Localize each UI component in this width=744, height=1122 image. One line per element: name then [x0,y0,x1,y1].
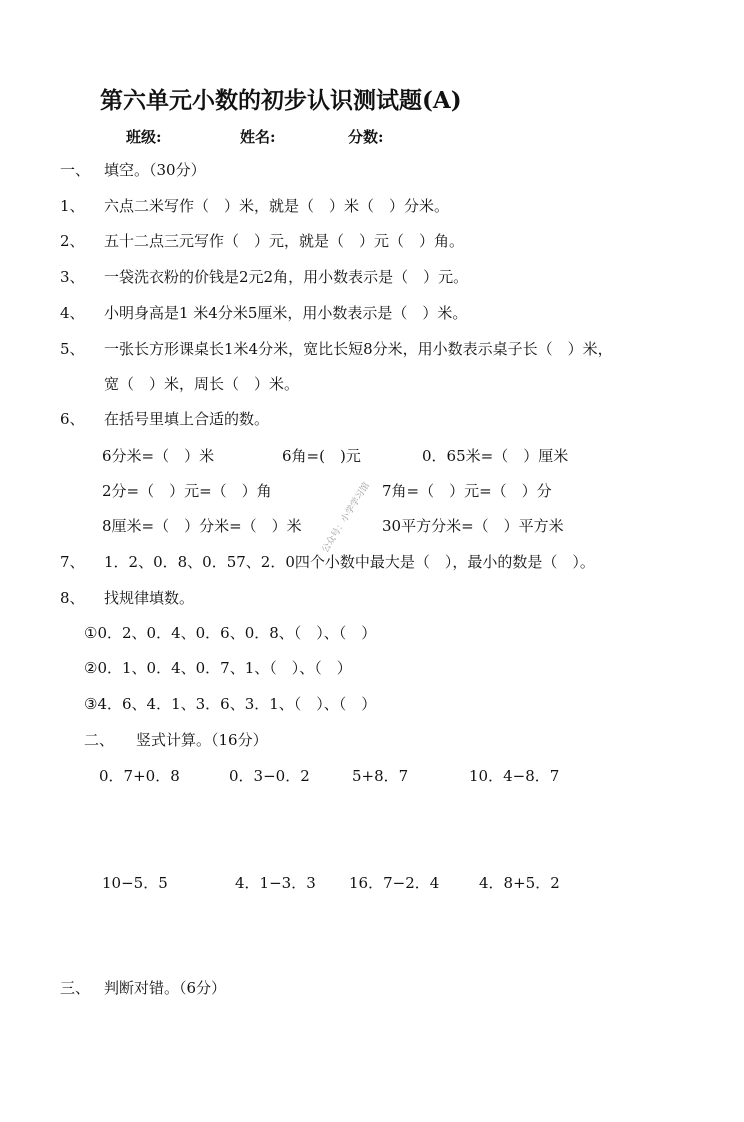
question-2-number: 2、 [60,232,85,250]
question-6-number: 6、 [60,410,85,428]
section1-heading: 填空。（30分） [104,161,206,179]
question-7-number: 7、 [60,553,85,571]
q8-sequence-1: ①0．2、0．4、0．6、0．8、（ ）、（ ） [84,624,377,642]
question-4-number: 4、 [60,304,85,322]
q6-item-7: 30平方分米=（ ）平方米 [382,517,564,535]
question-2-text: 五十二点三元写作（ ）元，就是（ ）元（ ）角。 [104,232,465,250]
q6-item-5: 7角=（ ）元=（ ）分 [382,482,552,500]
section3-number: 三、 [60,979,91,997]
question-5-number: 5、 [60,340,85,358]
calc-3: 5+8．7 [352,767,409,785]
question-3-number: 3、 [60,268,85,286]
name-label: 姓名: [240,128,276,146]
q8-sequence-3: ③4．6、4．1、3．6、3．1、（ ）、（ ） [84,695,377,713]
q6-item-3: 0．65米=（ ）厘米 [422,447,569,465]
calc-7: 16．7−2．4 [349,874,440,892]
question-5-text-line2: 宽（ ）米，周长（ ）米。 [104,375,300,393]
calc-4: 10．4−8．7 [469,767,560,785]
question-1-text: 六点二米写作（ ）米，就是（ ）米（ ）分米。 [104,197,450,215]
page-title: 第六单元小数的初步认识测试题(A) [100,87,462,114]
question-5-text-line1: 一张长方形课桌长1米4分米，宽比长短8分米，用小数表示桌子长（ ）米， [104,340,613,358]
question-6-text: 在括号里填上合适的数。 [104,410,270,428]
calc-2: 0．3−0．2 [229,767,310,785]
question-7-text: 1．2、0．8、0．57、2．0四个小数中最大是（ ），最小的数是（ ）。 [104,553,595,571]
question-4-text: 小明身高是1 米4分米5厘米，用小数表示是（ ）米。 [104,304,468,322]
section2-number: 二、 [84,731,115,749]
q6-item-1: 6分米=（ ）米 [102,447,215,465]
q8-sequence-2: ②0．1、0．4、0．7、1、（ ）、（ ） [84,659,352,677]
calc-1: 0．7+0．8 [99,767,180,785]
calc-8: 4．8+5．2 [479,874,560,892]
question-8-number: 8、 [60,589,85,607]
section2-heading: 竖式计算。（16分） [136,731,268,749]
class-label: 班级: [126,128,162,146]
section3-heading: 判断对错。（6分） [104,979,227,997]
calc-5: 10−5．5 [102,874,168,892]
q6-item-6: 8厘米=（ ）分米=（ ）米 [102,517,302,535]
calc-6: 4．1−3．3 [235,874,316,892]
q6-item-2: 6角=( )元 [282,447,361,465]
question-8-text: 找规律填数。 [104,589,195,607]
question-3-text: 一袋洗衣粉的价钱是2元2角，用小数表示是（ ）元。 [104,268,469,286]
question-1-number: 1、 [60,197,85,215]
score-label: 分数: [348,128,384,146]
section1-number: 一、 [60,161,91,179]
q6-item-4: 2分=（ ）元=（ ）角 [102,482,272,500]
watermark: 公众号：小学学习馆 [320,480,372,555]
